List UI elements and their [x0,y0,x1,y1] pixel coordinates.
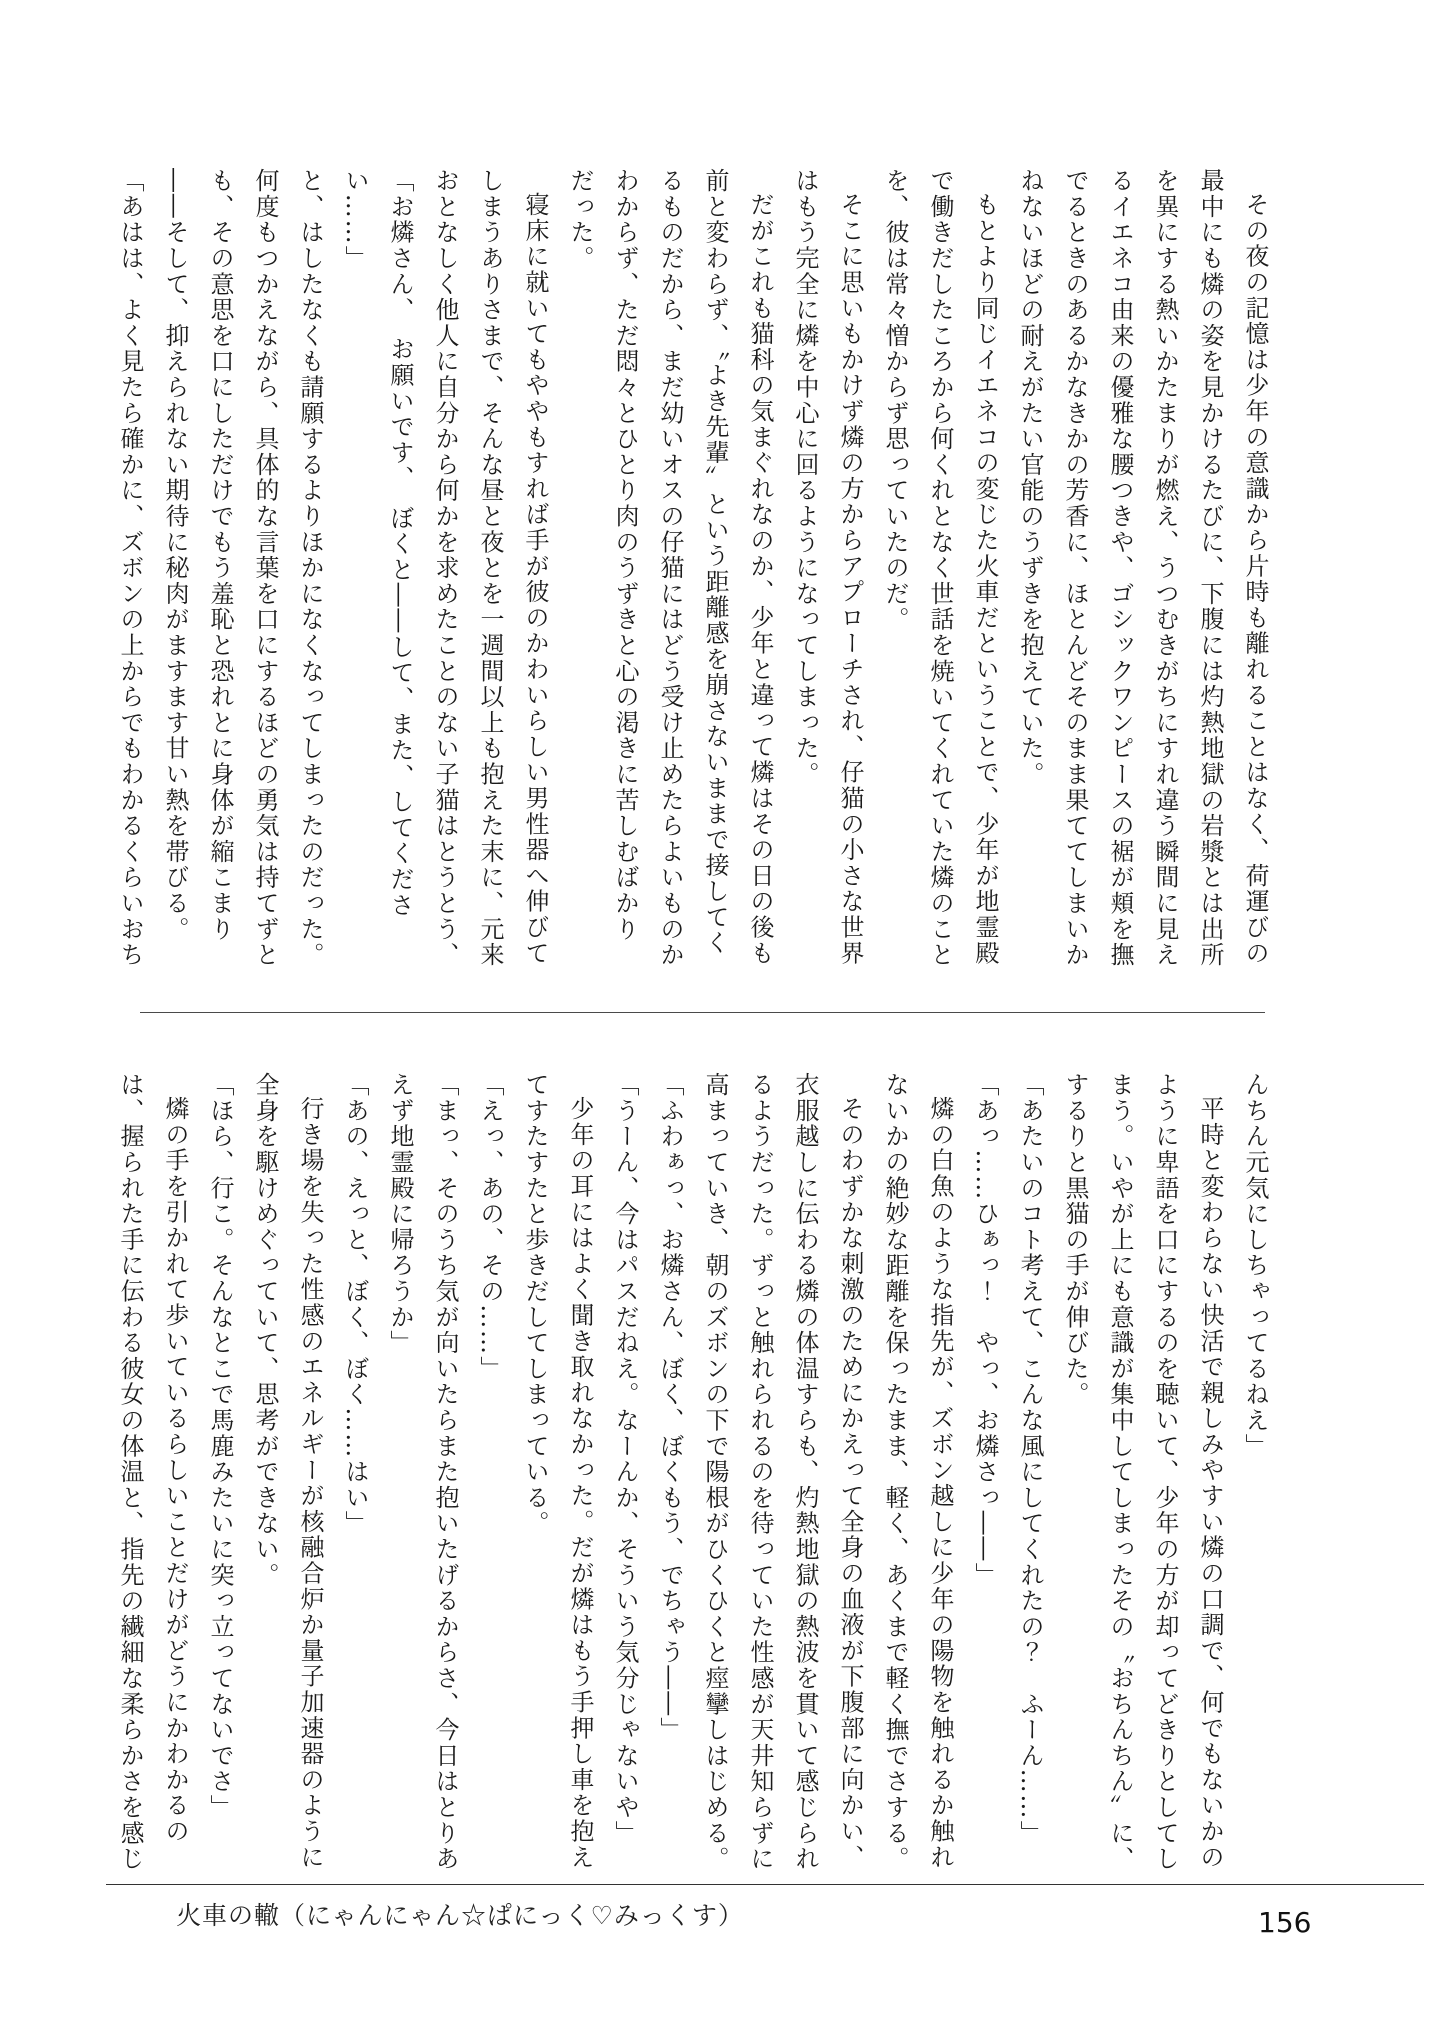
paragraph: 「あの、えっと、ぼく、ぼく……はい」 [341,1072,369,1537]
paragraph: その夜の記憶は少年の意識から片時も離れることはなく、荷運びの最中にも燐の姿を見かけるたびに、下腹には灼熱地獄の岩漿とは出所を異にする熱いかたまりが燃え、うつむきがちにすれ違う瞬間に見えるイエネコ由来の優雅な腰つきや、ゴシックワンピースの裾が頬を撫でるときのあるかなきかの芳香に、ほとんどそのまま果ててしまいかねないほどの耐えがたい官能のうずきを抱えていた。 [1016,168,1269,968]
top-text-block [107,168,1277,968]
paragraph: 「うーん、今はパスだねえ。なーんか、そういう気分じゃないや」 [611,1072,639,1846]
section-divider [140,1012,1265,1013]
paragraph: そのわずかな刺激のためにかえって全身の血液が下腹部に向かい、衣服越しに伝わる燐の体温すらも、灼熱地獄の熱波を貫いて感じられるようだった。ずっと触れられるのを待っていた性感が天井知らずに高まっていき、朝のズボンの下で陽根がひくひくと痙攣しはじめる。 [701,1072,864,1872]
paragraph: 行き場を失った性感のエネルギーが核融合炉か量子加速器のように全身を駆けめぐっていて、思考ができない。 [251,1072,324,1870]
bottom-text-block [107,1072,1277,1872]
paragraph: 少年の耳にはよく聞き取れなかった。だが燐はもう手押し車を抱えてすたすたと歩きだしてしまっている。 [521,1072,594,1870]
paragraph: 「あはは、よく見たら確かに、ズボンの上からでもわかるくらいおち [116,168,144,968]
footer-divider [106,1884,1424,1885]
paragraph: 燐の白魚のような指先が、ズボン越しに少年の陽物を触れるか触れないかの絶妙な距離を保ったまま、軽く、あくまで軽く撫でさする。 [881,1072,954,1872]
paragraph: 「あたいのコト考えて、こんな風にしてくれたの？ ふーん……」 [1016,1072,1044,1846]
paragraph: 「えっ、あの、その……」 [476,1072,504,1382]
paragraph: 「あっ……ひぁっ！ やっ、お燐さっ――」 [971,1072,999,1588]
paragraph: 「ふわぁっ、お燐さん、ぼく、ぼくもう、でちゃう――」 [656,1072,684,1743]
paragraph: 寝床に就いてもややもすれば手が彼のかわいらしい男性器へ伸びてしまうありさまで、そんな昼と夜とを一週間以上も抱えた末に、元来おとなしく他人に自分から何かを求めたことのない子猫はとうとう、 [431,168,549,968]
page-number: 156 [1258,1906,1312,1939]
paragraph: と、はしたなくも請願するよりほかになくなってしまったのだった。何度もつかえながら、具体的な言葉を口にするほどの勇気は持てずとも、その意思を口にしただけでもう羞恥と恐れとに身体が縮こまり――そして、抑えられない期待に秘肉がますます甘い熱を帯びる。 [161,168,324,968]
paragraph: んちん元気にしちゃってるねえ」 [1241,1072,1269,1459]
footer-title: 火車の轍（にゃんにゃん☆ぱにっく♡みっくす） [176,1901,744,1930]
paragraph: だがこれも猫科の気まぐれなのか、少年と違って燐はその日の後も前と変わらず、〝よき先輩〞という距離感を崩さないままで接してくるものだから、まだ幼いオスの仔猫にはどう受け止めたらよいものかわからず、ただ悶々とひとり肉のうずきと心の渇きに苦しむばかりだった。 [566,168,774,968]
paragraph: 「ほら、行こ。そんなとこで馬鹿みたいに突っ立ってないでさ」 [206,1072,234,1821]
paragraph: 「お燐さん、 お願いです、 ぼくと――して、また、してください……」 [341,168,414,918]
paragraph: そこに思いもかけず燐の方からアプローチされ、仔猫の小さな世界はもう完全に燐を中心に回るようになってしまった。 [791,168,864,966]
paragraph: もとより同じイエネコの変じた火車だということで、少年が地霊殿で働きだしたころから何くれとなく世話を焼いてくれていた燐のことを、彼は常々憎からず思っていたのだ。 [881,168,999,968]
paragraph: 「まっ、そのうち気が向いたらまた抱いたげるからさ、今日はとりあえず地霊殿に帰ろうか」 [386,1072,459,1872]
paragraph: 平時と変わらない快活で親しみやすい燐の口調で、何でもないかのように卑語を口にするのを聴いて、少年の方が却ってどきりとしてしまう。いやが上にも意識が集中してしまったその〝おちんちん〞に、するりと黒猫の手が伸びた。 [1061,1072,1224,1872]
paragraph: 燐の手を引かれて歩いているらしいことだけがどうにかわかるのは、握られた手に伝わる彼女の体温と、指先の繊細な柔らかさを感じ [116,1072,189,1872]
